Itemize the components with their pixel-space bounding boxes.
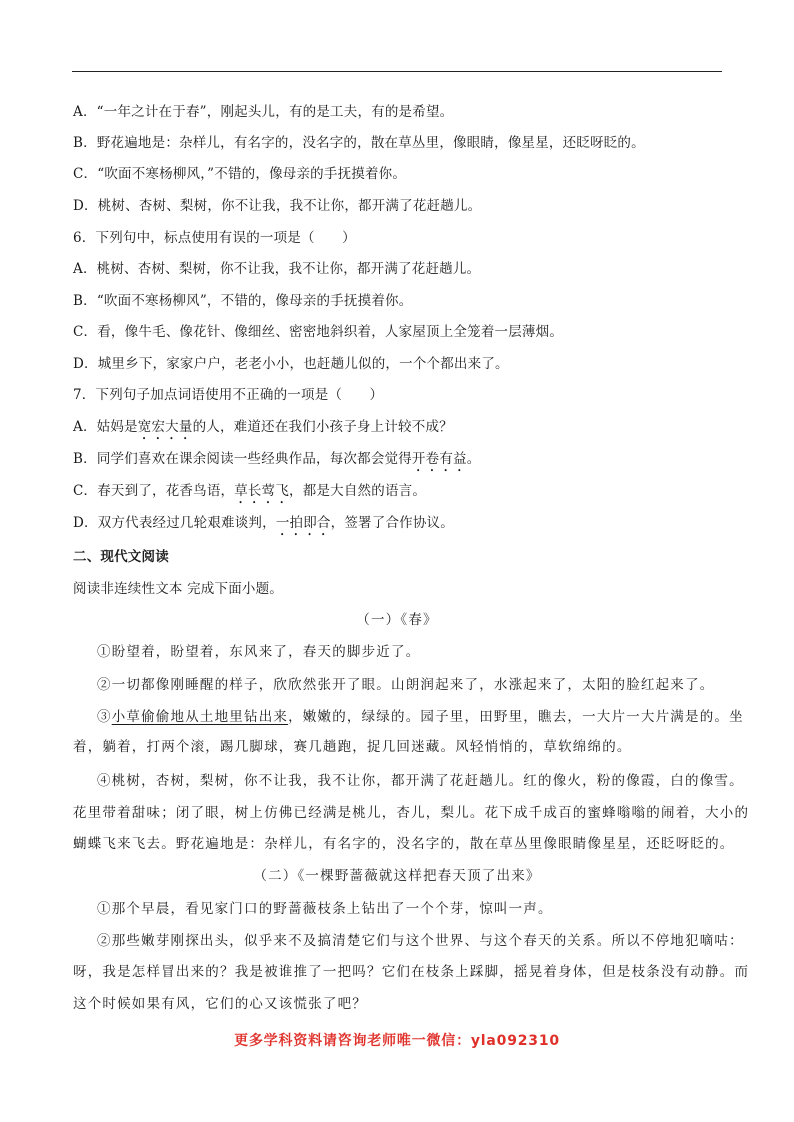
question-6-stem: 6．下列句中，标点使用有误的一项是（ ） [73,230,356,246]
paragraph-text: ，嫩嫩的，绿绿的。园子里，田野里，瞧去，一大片一大片满是的。坐 [288,709,744,725]
underlined-sentence: 小草偷偷地从土地里钻出来 [111,709,289,725]
option-text: C．春天到了，花香鸟语， [73,483,235,499]
section-heading: 二、现代文阅读 [73,549,169,565]
footer-promo-text: 更多学科资料请咨询老师唯一微信：yla092310 [234,1033,560,1049]
text1-paragraph-1: ①盼望着，盼望着，东风来了，春天的脚步近了。 [97,644,421,660]
option-text: ，都是大自然的语言。 [289,483,427,499]
dotted-phrase: 宽宏大量 [137,419,193,435]
option-a-prev: A．“一年之计在于春”，刚起头儿，有的是工夫，有的是希望。 [73,104,454,120]
text1-paragraph-4-cont: 花里带着甜味；闭了眼，树上仿佛已经满是桃儿，杏儿，梨儿。花下成千成百的蜜蜂嗡嗡的闹着，大小的 [73,805,750,821]
option-text: B．同学们喜欢在课余阅读一些经典作品，每次都会觉得 [73,451,412,467]
text1-paragraph-3-cont: 着，躺着，打两个滚，踢几脚球，赛几趟跑，捉几回迷藏。风轻悄悄的，草软绵绵的。 [73,739,632,755]
text2-paragraph-1: ①那个早晨，看见家门口的野蔷薇枝条上钻出了一个个芽，惊叫一声。 [97,901,553,917]
question-7-option-c [73,482,426,507]
question-7-option-a [73,418,453,443]
reading-instruction: 阅读非连续性文本 完成下面小题。 [73,581,283,597]
dotted-phrase: 一拍即合 [275,515,331,531]
option-text: 的人，难道还在我们小孩子身上计较不成？ [192,419,453,435]
text1-paragraph-3 [97,708,744,726]
text1-paragraph-2: ②一切都像刚睡醒的样子，欣欣然张开了眼。山朗润起来了，水涨起来了，太阳的脸红起来了。 [97,677,715,693]
question-6-option-d: D．城里乡下，家家户户，老老小小，也赶趟儿似的，一个个都出来了。 [73,356,509,372]
paragraph-number: ③ [97,709,112,725]
text1-title: （一）《春》 [356,612,438,628]
question-6-option-c: C．看，像牛毛、像花针、像细丝、密密地斜织着，人家屋顶上全笼着一层薄烟。 [73,324,564,340]
text1-paragraph-4-cont: 蝴蝶飞来飞去。野花遍地是：杂样儿，有名字的，没名字的，散在草丛里像眼睛像星星，还眨呀眨的。 [73,836,735,852]
text2-paragraph-2-cont: 呀，我是怎样冒出来的？我是被谁推了一把吗？它们在枝条上踩脚，摇晃着身体，但是枝条没有动静。而 [73,964,750,980]
option-text: 。 [466,451,481,467]
text2-title: （二）《一棵野蔷薇就这样把春天顶了出来》 [253,868,541,884]
option-text: ，签署了合作协议。 [330,515,454,531]
question-7-option-d [73,514,454,539]
question-7-option-b [73,450,480,475]
option-d-prev: D．桃树、杏树、梨树，你不让我，我不让你，都开满了花赶趟儿。 [73,198,482,214]
header-rule [72,71,722,72]
dotted-phrase: 开卷有益 [411,451,467,467]
option-text: A．姑妈是 [73,419,138,435]
question-6-option-a: A．桃树、杏树、梨树，你不让我，我不让你，都开满了花赶趟儿。 [73,261,481,277]
option-b-prev: B．野花遍地是：杂样儿，有名字的，没名字的，散在草丛里，像眼睛，像星星，还眨呀眨的。 [73,135,645,151]
dotted-phrase: 草长莺飞 [234,483,290,499]
text2-paragraph-2: ②那些嫩芽刚探出头，似乎来不及搞清楚它们与这个世界、与这个春天的关系。所以不停地犯嘀咕： [97,933,744,949]
text2-paragraph-2-cont: 这个时候如果有风，它们的心又该慌张了吧？ [73,996,367,1012]
text1-paragraph-4: ④桃树，杏树，梨树，你不让我，我不让你，都开满了花赶趟儿。红的像火，粉的像霞，白的像雪。 [97,773,744,789]
question-7-stem: 7．下列句子加点词语使用不正确的一项是（ ） [73,387,384,403]
option-c-prev: C．“吹面不寒杨柳风，”不错的，像母亲的手抚摸着你。 [73,166,407,182]
option-text: D．双方代表经过几轮艰难谈判， [73,515,276,531]
question-6-option-b: B．“吹面不寒杨柳风”，不错的，像母亲的手抚摸着你。 [73,293,413,309]
